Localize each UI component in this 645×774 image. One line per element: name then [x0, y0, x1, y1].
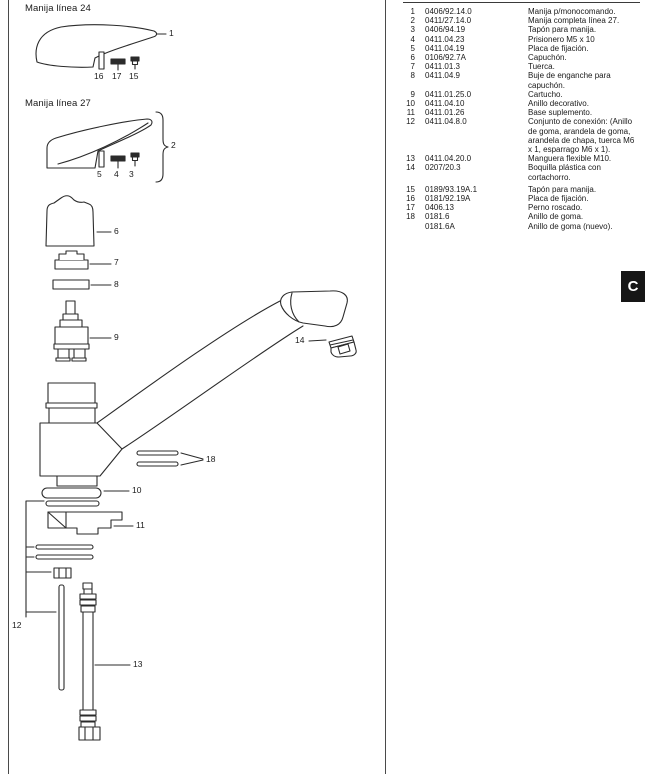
hose-13-drawing: [79, 583, 100, 740]
part-description: Placa de fijación.: [528, 43, 589, 53]
part-description: Perno roscado.: [528, 203, 583, 213]
plate-5-drawing: [99, 151, 104, 167]
callout-14: 14: [295, 335, 305, 345]
part-description: Buje de enganche para capuchón.: [528, 71, 611, 90]
rubber-ring-drawing: [46, 501, 99, 506]
callout-9: 9: [114, 332, 119, 342]
callout-15: 15: [129, 71, 139, 81]
part-code: 0411.04.19: [425, 43, 465, 53]
part-code: 0181/92.19A: [425, 194, 471, 204]
parts-row: [403, 90, 640, 99]
part-number: 15: [406, 184, 415, 194]
cap-6-drawing: [46, 196, 94, 246]
part-code: 0181.6: [425, 212, 450, 222]
parts-list: [403, 2, 640, 231]
part-description: Manguera flexible M10.: [528, 154, 612, 164]
parts-row: [403, 62, 640, 71]
part-number: 8: [410, 71, 415, 81]
parts-row: [403, 71, 640, 89]
ring-10-drawing: [42, 488, 101, 498]
part-description: Anillo de goma (nuevo).: [528, 221, 613, 231]
parts-row: [403, 163, 640, 181]
callout-1: 1: [169, 28, 174, 38]
part-description: Manija p/monocomando.: [528, 7, 616, 16]
part-description: Boquilla plástica con cortachorro.: [528, 163, 601, 182]
parts-row: [403, 25, 640, 34]
part-number: 13: [406, 154, 415, 164]
washer-rubber-drawing: [36, 545, 93, 549]
cap-15-drawing: [131, 57, 139, 69]
parts-row: [403, 185, 640, 194]
part-code: 0411.04.9: [425, 71, 460, 81]
aerator-14-drawing: [329, 336, 356, 357]
cartridge-9-drawing: [54, 301, 89, 361]
brace-2: [156, 112, 168, 182]
part-code: 0411.01.26: [425, 108, 465, 118]
plate-16-drawing: [99, 52, 104, 69]
part-code: 0411.04.20.0: [425, 154, 472, 164]
parts-row: [403, 203, 640, 212]
parts-row: [403, 194, 640, 203]
parts-row: [403, 99, 640, 108]
parts-row: [403, 44, 640, 53]
washer-metal-drawing: [36, 555, 93, 559]
part-number: 18: [406, 212, 415, 222]
nut-m6-drawing: [54, 568, 71, 578]
part-number: 10: [406, 99, 415, 109]
part-number: 2: [410, 16, 415, 26]
part-description: Conjunto de conexión: (Anillo de goma, arandela de goma, arandela de chapa, tuerca M6 x 1, esparrago M6 x 1).: [528, 117, 635, 155]
parts-row: [403, 117, 640, 154]
callout-8: 8: [114, 279, 119, 289]
callout-10: 10: [132, 485, 142, 495]
part-number: 5: [410, 43, 415, 53]
part-description: Prisionero M5 x 10: [528, 34, 595, 44]
base-11-drawing: [48, 512, 122, 534]
callout-4: 4: [114, 169, 119, 179]
parts-row: [403, 53, 640, 62]
part-description: Placa de fijación.: [528, 194, 589, 204]
callout-11: 11: [136, 520, 145, 530]
part-number: 6: [410, 53, 415, 63]
rings-18-drawing: [137, 451, 203, 466]
parts-row: [403, 16, 640, 25]
section-tab-c: C: [621, 271, 645, 302]
setscrew-4-drawing: [111, 156, 125, 168]
part-code: 0406.13: [425, 203, 454, 213]
part-code: 0406/94.19: [425, 25, 466, 35]
part-description: Capuchón.: [528, 53, 567, 63]
parts-row: [403, 154, 640, 163]
part-code: 0411/27.14.0: [425, 16, 472, 26]
part-description: Manija completa línea 27.: [528, 16, 620, 26]
part-description: Tuerca.: [528, 62, 555, 72]
body-base-drawing: [57, 476, 97, 486]
callout-18: 18: [206, 454, 216, 464]
leader-line-14: [309, 340, 326, 341]
part-code: 0406/92.14.0: [425, 7, 472, 16]
cap-3-drawing: [131, 153, 139, 166]
callout-7: 7: [114, 257, 119, 267]
part-number: 17: [406, 203, 415, 213]
part-number: 14: [406, 163, 415, 173]
part-number: 16: [406, 194, 415, 204]
callout-5: 5: [97, 169, 102, 179]
callout-6: 6: [114, 226, 119, 236]
bolt-17-drawing: [111, 59, 125, 70]
diagram-title-linea-24: Manija línea 24: [25, 3, 91, 14]
threaded-rod-drawing: [59, 585, 64, 690]
part-description: Cartucho.: [528, 89, 563, 99]
part-description: Anillo de goma.: [528, 212, 584, 222]
part-number: 11: [406, 108, 415, 118]
part-code: 0207/20.3: [425, 163, 461, 173]
parts-row: [403, 7, 640, 16]
part-code: 0181.6A: [425, 221, 455, 231]
part-number: 12: [406, 117, 415, 127]
part-number: 1: [410, 7, 415, 16]
diagram-title-linea-27: Manija línea 27: [25, 98, 91, 109]
callout-16: 16: [94, 71, 104, 81]
parts-row: [403, 222, 640, 231]
callout-17: 17: [112, 71, 122, 81]
part-code: 0411.01.25.0: [425, 89, 472, 99]
part-code: 0411.04.23: [425, 34, 465, 44]
part-description: Tapón para manija.: [528, 184, 597, 194]
callout-2: 2: [171, 140, 176, 150]
part-code: 0411.01.3: [425, 62, 460, 72]
bushing-8-drawing: [53, 280, 89, 289]
part-code: 0106/92.7A: [425, 53, 466, 63]
part-description: Anillo decorativo.: [528, 99, 589, 109]
part-code: 0189/93.19A.1: [425, 184, 478, 194]
part-code: 0411.04.10: [425, 99, 465, 109]
part-description: Base suplemento.: [528, 108, 593, 118]
part-number: 9: [410, 89, 415, 99]
part-number: 4: [410, 34, 415, 44]
part-number: 3: [410, 25, 415, 35]
parts-row: [403, 35, 640, 44]
part-number: 7: [410, 62, 415, 72]
part-description: Tapón para manija.: [528, 25, 597, 35]
parts-row: [403, 212, 640, 221]
nut-7-drawing: [55, 251, 88, 269]
spout-head-drawing: [281, 291, 348, 327]
callout-3: 3: [129, 169, 134, 179]
callout-12: 12: [12, 620, 22, 630]
callout-13: 13: [133, 659, 143, 669]
part-code: 0411.04.8.0: [425, 117, 467, 127]
parts-row: [403, 108, 640, 117]
